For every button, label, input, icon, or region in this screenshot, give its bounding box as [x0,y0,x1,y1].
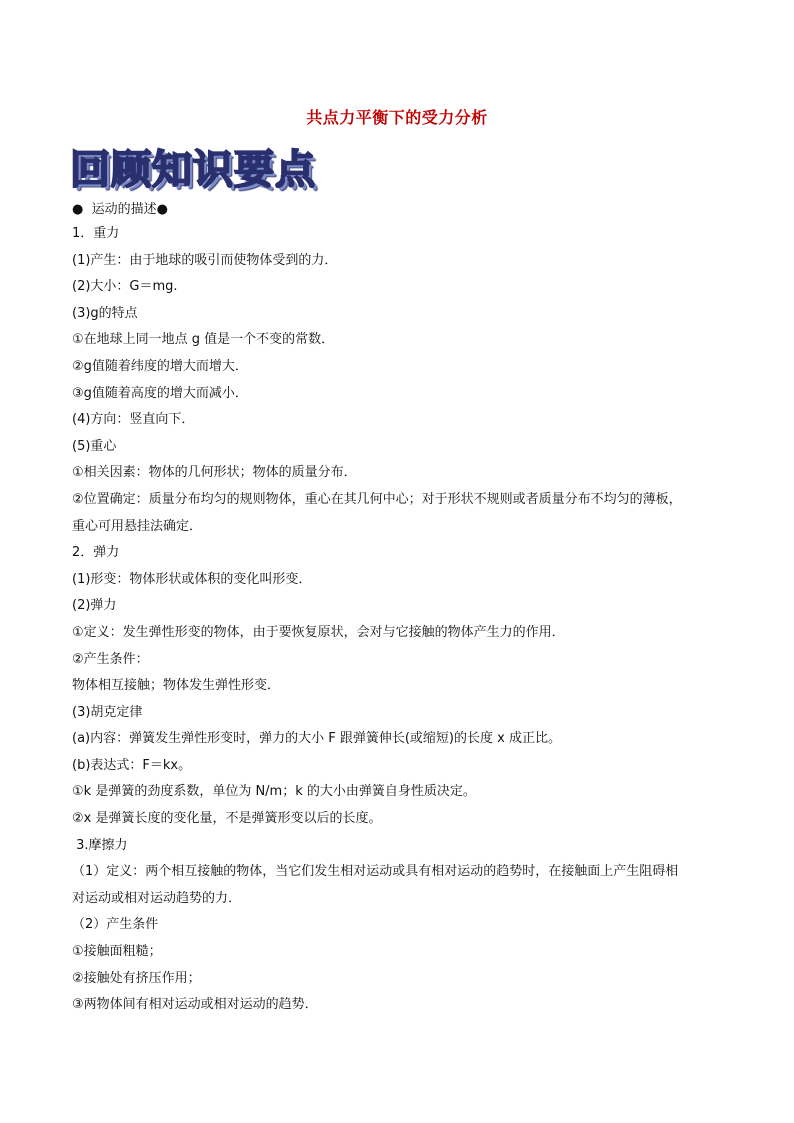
text-line: ②接触处有挤压作用； [72,970,201,986]
page-title: 共点力平衡下的受力分析 [306,108,488,127]
section-heading: ● 运动的描述● [72,202,168,217]
text-line: (4)方向：竖直向下． [72,412,195,428]
text-line: (1)产生：由于地球的吸引而使物体受到的力． [72,252,338,268]
text-line: (2)弹力 [72,598,117,614]
text-line: ①k 是弹簧的劲度系数，单位为 N/m；k 的大小由弹簧自身性质决定。 [72,784,476,800]
text-line: 1．重力 [72,226,120,241]
text-line: 重心可用悬挂法确定． [72,518,203,534]
text-line: (a)内容：弹簧发生弹性形变时，弹力的大小 F 跟弹簧伸长(或缩短)的长度 x 成正比。 [72,731,561,747]
text-line: （2）产生条件 [72,917,159,933]
text-line: (5)重心 [72,438,117,454]
text-line: ②x 是弹簧长度的变化量，不是弹簧形变以后的长度。 [72,811,382,827]
text-line: ②位置确定：质量分布均匀的规则物体，重心在其几何中心；对于形状不规则或者质量分布不均匀的薄板， [72,491,682,507]
section-banner: 回顾知识要点 [70,147,316,193]
text-line: ①相关因素：物体的几何形状；物体的质量分布． [72,465,357,481]
text-line: (1)形变：物体形状或体积的变化叫形变． [72,571,312,587]
text-line: (2)大小：G＝mg. [72,279,178,295]
text-line: 2．弹力 [72,545,120,561]
text-line: ③两物体间有相对运动或相对运动的趋势． [72,997,318,1013]
text-line: （1）定义：两个相互接触的物体，当它们发生相对运动或具有相对运动的趋势时，在接触面上产生阻碍相 [72,864,679,880]
text-line: ②g值随着纬度的增大而增大． [72,358,248,374]
text-line: 3.摩擦力 [72,837,128,853]
text-line: ①在地球上同一地点 g 值是一个不变的常数． [72,332,335,348]
text-line: (b)表达式：F＝kx。 [72,757,192,773]
text-line: 对运动或相对运动趋势的力． [72,890,242,906]
text-line: ②产生条件： [72,651,149,667]
text-line: ①定义：发生弹性形变的物体，由于要恢复原状，会对与它接触的物体产生力的作用． [72,624,565,640]
text-line: ①接触面粗糙； [72,944,162,960]
text-line: (3)胡克定律 [72,704,143,720]
document-body [72,199,732,1019]
text-line: 物体相互接触；物体发生弹性形变． [72,678,281,694]
text-line: (3)g的特点 [72,305,138,321]
text-line: ③g值随着高度的增大而减小． [72,385,248,401]
